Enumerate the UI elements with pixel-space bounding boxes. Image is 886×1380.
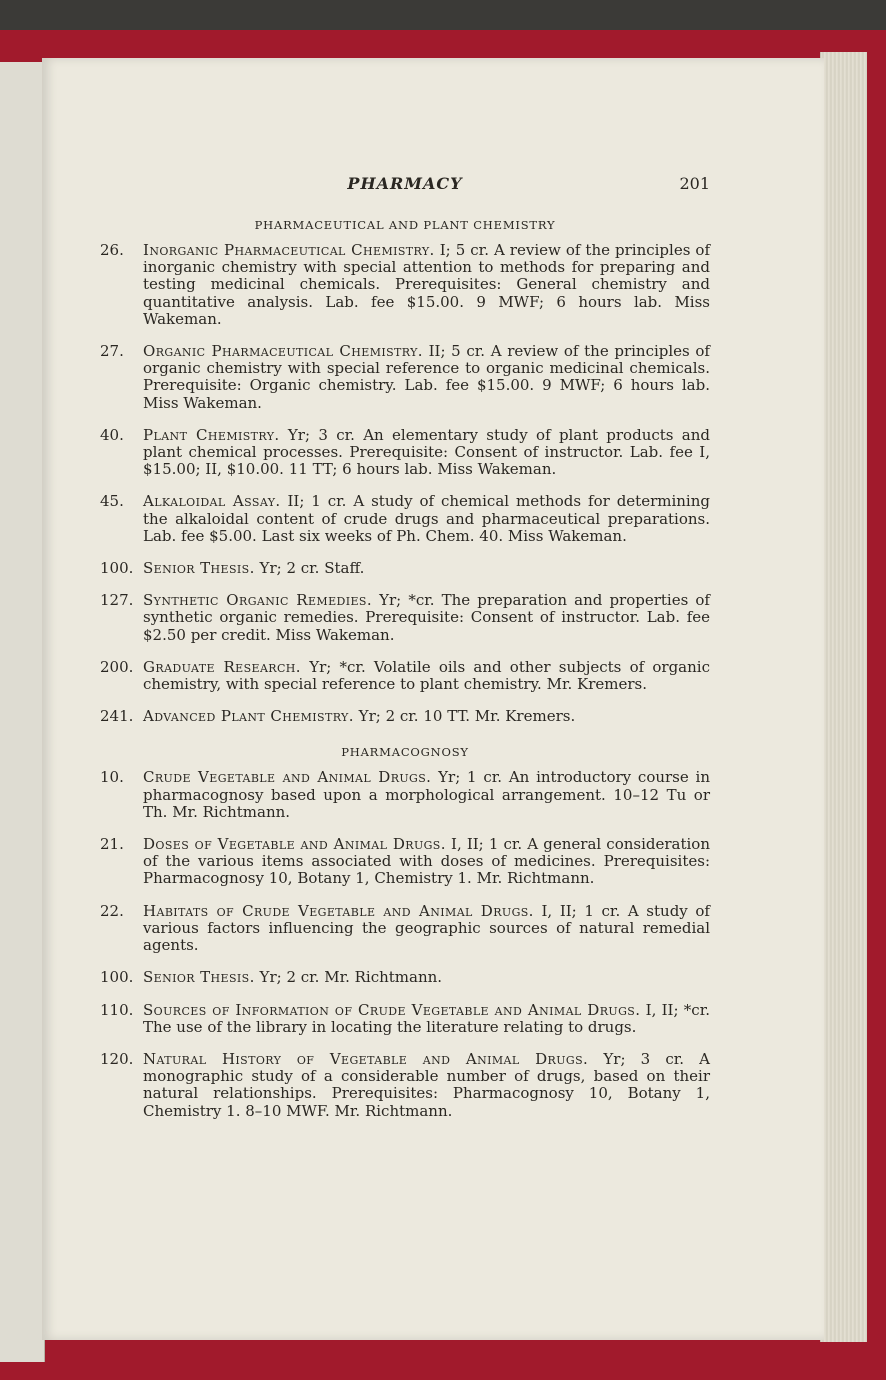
- course-entry: [100, 592, 710, 644]
- section-plant-chemistry: [100, 218, 710, 725]
- section-pharmacognosy: [100, 745, 710, 1119]
- course-description: Yr; *cr. The preparation and properties of synthetic organic remedies. Prerequisite: Consent of instructor. Lab. fee $2.50 per credit. Miss Wakeman.: [143, 591, 710, 644]
- course-description: II; 1 cr. A study of chemical methods for determining the alkaloidal content of crude drugs and pharmaceutical preparations. Lab. fee $5.00. Last six weeks of Ph. Chem. 40. Miss Wakeman.: [143, 492, 710, 545]
- course-description: Yr; 3 cr. An elementary study of plant products and plant chemical processes. Prerequisite: Consent of instructor. Lab. fee I, $15.00; II, $10.00. 11 TT; 6 hours lab. Miss Wakeman.: [143, 425, 710, 479]
- course-entry: [100, 493, 710, 545]
- course-title: Natural History of Vegetable and Animal Drugs.: [143, 1049, 589, 1068]
- page-block-edges: [820, 52, 867, 1342]
- course-description: I, II; 1 cr. A general consideration of the various items associated with doses of medicines. Prerequisites: Pharmacognosy 10, Botany 1, Chemistry 1. Mr. Richtmann.: [143, 835, 710, 888]
- course-number: 100.: [100, 968, 134, 987]
- course-description: I; 5 cr. A review of the principles of inorganic chemistry with special attention to methods for preparing and testing medicinal chemicals. Prerequisites: General chemistry and quantitative analysis. Lab. fee $15.00. 9 MWF; 6 hours lab. Miss Wakeman.: [143, 241, 710, 328]
- course-title: Advanced Plant Chemistry.: [143, 707, 354, 726]
- course-number: 200.: [100, 657, 134, 676]
- course-entry: [100, 903, 710, 955]
- page-number: 201: [679, 174, 710, 193]
- running-header: [100, 174, 710, 198]
- course-number: 110.: [100, 1000, 134, 1019]
- course-number: 26.: [100, 241, 124, 259]
- course-entry: [100, 343, 710, 412]
- course-entry: [100, 242, 710, 328]
- course-number: 100.: [100, 559, 134, 578]
- course-title: Alkaloidal Assay.: [143, 492, 281, 511]
- course-number: 40.: [100, 425, 124, 444]
- course-title: Inorganic Pharmaceutical Chemistry.: [143, 241, 435, 259]
- course-entry: [100, 769, 710, 821]
- course-description: Yr; 3 cr. A monographic study of a considerable number of drugs, based on their natural relationships. Prerequisites: Pharmacognosy 10, Botany 1, Chemistry 1. 8–10 MWF. Mr. Richtmann.: [143, 1049, 711, 1120]
- course-number: 127.: [100, 591, 134, 610]
- course-description: I, II; 1 cr. A study of various factors influencing the geographic sources of natural remedial agents.: [143, 901, 710, 955]
- running-title: PHARMACY: [347, 174, 463, 193]
- course-title: Senior Thesis.: [143, 968, 255, 987]
- facing-page-edge: [0, 62, 45, 1362]
- course-title: Organic Pharmaceutical Chemistry.: [143, 342, 423, 361]
- course-entry: [100, 659, 710, 693]
- course-description: Yr; 2 cr. 10 TT. Mr. Kremers.: [358, 707, 576, 726]
- course-number: 22.: [100, 901, 124, 920]
- course-number: 27.: [100, 342, 124, 361]
- course-entry: [100, 708, 710, 725]
- course-title: Graduate Research.: [143, 657, 301, 676]
- course-title: Doses of Vegetable and Animal Drugs.: [143, 835, 446, 854]
- course-description: I, II; *cr. The use of the library in locating the literature relating to drugs.: [143, 1000, 710, 1036]
- course-entry: [100, 969, 710, 986]
- course-description: Yr; 2 cr. Mr. Richtmann.: [259, 968, 443, 987]
- course-title: Synthetic Organic Remedies.: [143, 591, 373, 610]
- course-title: Habitats of Crude Vegetable and Animal Drugs.: [143, 901, 534, 920]
- course-title: Sources of Information of Crude Vegetable and Animal Drugs.: [143, 1000, 641, 1019]
- course-description: II; 5 cr. A review of the principles of organic chemistry with special reference to organic medicinal chemicals. Prerequisite: Organic chemistry. Lab. fee $15.00. 9 MWF; 6 hours lab. Miss Wakeman.: [143, 342, 710, 412]
- course-number: 21.: [100, 835, 124, 854]
- course-description: Yr; *cr. Volatile oils and other subjects of organic chemistry, with special reference to plant chemistry. Mr. Kremers.: [143, 657, 710, 694]
- course-number: 10.: [100, 768, 124, 787]
- course-title: Senior Thesis.: [143, 559, 255, 578]
- course-number: 120.: [100, 1049, 134, 1068]
- course-entry: [100, 427, 710, 479]
- course-title: Crude Vegetable and Animal Drugs.: [143, 768, 432, 787]
- course-description: Yr; 1 cr. An introductory course in pharmacognosy based upon a morphological arrangement. 10–12 Tu or Th. Mr. Richtmann.: [143, 768, 710, 821]
- course-title: Plant Chemistry.: [143, 425, 280, 444]
- course-number: 45.: [100, 492, 124, 511]
- course-entry: [100, 560, 710, 577]
- course-entry: [100, 1051, 710, 1120]
- course-entry: [100, 1002, 710, 1036]
- course-description: Yr; 2 cr. Staff.: [259, 559, 365, 578]
- course-number: 241.: [100, 707, 134, 726]
- section-heading: PHARMACEUTICAL AND PLANT CHEMISTRY: [254, 218, 556, 232]
- page-content: [100, 218, 710, 1135]
- section-heading: PHARMACOGNOSY: [341, 745, 469, 760]
- course-entry: [100, 836, 710, 888]
